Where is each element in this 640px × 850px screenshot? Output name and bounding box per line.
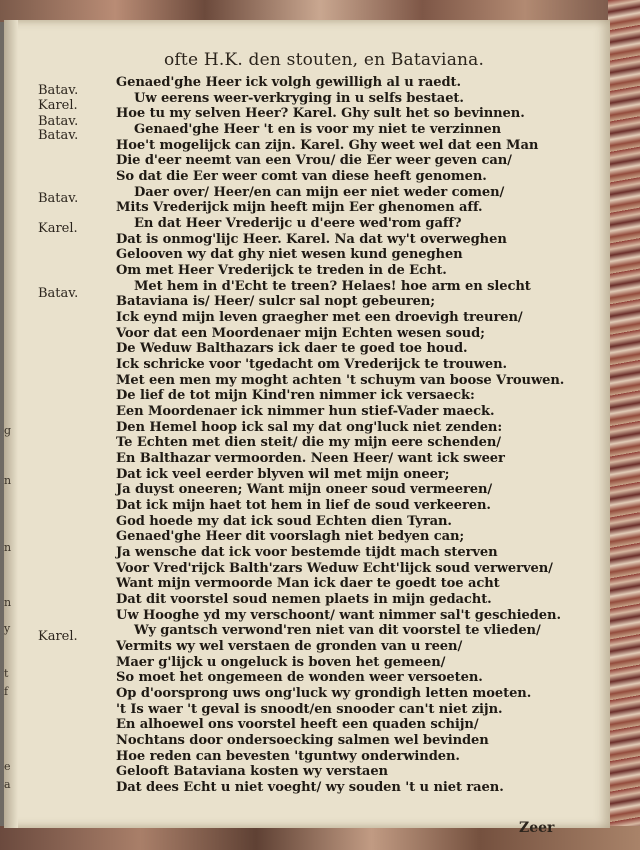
book-page <box>4 20 610 836</box>
verse-line: De lief de tot mijn Kind'ren nimmer ick versaeck: <box>116 388 475 403</box>
verse-line: Wy gantsch verwond'ren niet van dit voorstel te vlieden/ <box>134 623 541 638</box>
verse-line: So dat die Eer weer comt van diese heeft genomen. <box>116 169 487 184</box>
verse-line: Nochtans door ondersoecking salmen wel bevinden <box>116 733 489 748</box>
verse-line: So moet het ongemeen de wonden weer versoeten. <box>116 670 483 685</box>
verse-line: Met hem in d'Echt te treen? Helaes! hoe arm en slecht <box>134 279 531 294</box>
speaker-label: Batav. <box>38 83 79 98</box>
verse-line: Dat is onmog'lijc Heer. Karel. Na dat wy't overweghen <box>116 232 507 247</box>
margin-fragment: y <box>4 622 11 635</box>
verse-line: Vermits wy wel verstaen de gronden van u reen/ <box>116 639 463 654</box>
verse-line: Bataviana is/ Heer/ sulcr sal nopt gebeuren; <box>116 294 436 309</box>
verse-line: Om met Heer Vrederijck te treden in de Echt. <box>116 263 447 278</box>
verse-line: Want mijn vermoorde Man ick daer te goedt toe acht <box>116 576 500 591</box>
verse-line: Daer over/ Heer/en can mijn eer niet weder comen/ <box>134 185 505 200</box>
verse-line: En Balthazar vermoorden. Neen Heer/ want ick sweer <box>116 451 505 466</box>
verse-line: Een Moordenaer ick nimmer hun stief-Vader maeck. <box>116 404 495 419</box>
marbled-cover-edge <box>608 0 640 850</box>
running-header: ofte H.K. den stouten, en Bataviana. <box>164 50 485 70</box>
verse-line: Ick eynd mijn leven graegher met een droevigh treuren/ <box>116 310 523 325</box>
verse-line: Voor Vred'rijck Balth'zars Weduw Echt'lijck soud verwerven/ <box>116 561 553 576</box>
speaker-label: Batav. <box>38 128 79 143</box>
margin-fragment: n <box>4 541 12 554</box>
verse-line: Met een men my moght achten 't schuym van boose Vrouwen. <box>116 373 565 388</box>
verse-line: Uw eerens weer-verkryging in u selfs bestaet. <box>134 91 464 106</box>
verse-line: En dat Heer Vrederijc u d'eere wed'rom gaff? <box>134 216 462 231</box>
verse-line: Hoe tu my selven Heer? Karel. Ghy sult het so bevinnen. <box>116 106 525 121</box>
verse-line: Hoe't mogelijck can zijn. Karel. Ghy weet wel dat een Man <box>116 138 539 153</box>
verse-line: Den Hemel hoop ick sal my dat ong'luck niet zenden: <box>116 420 503 435</box>
speaker-label: Batav. <box>38 191 79 206</box>
speaker-label: Batav. <box>38 286 79 301</box>
verse-line: Ick schricke voor 'tgedacht om Vrederijck te trouwen. <box>116 357 507 372</box>
margin-fragment: e <box>4 760 11 773</box>
verse-line: En alhoewel ons voorstel heeft een quaden schijn/ <box>116 717 479 732</box>
speaker-label: Karel. <box>38 98 78 113</box>
margin-fragment: t <box>4 667 9 680</box>
verse-line: Ja wensche dat ick voor bestemde tijdt mach sterven <box>116 545 498 560</box>
verse-line: Dat dit voorstel soud nemen plaets in mijn gedacht. <box>116 592 492 607</box>
verse-line: Dat ick veel eerder blyven wil met mijn oneer; <box>116 467 450 482</box>
margin-fragment: n <box>4 474 12 487</box>
verse-line: Genaed'ghe Heer ick volgh gewilligh al u raedt. <box>116 75 461 90</box>
verse-line: Genaed'ghe Heer 't en is voor my niet te verzinnen <box>134 122 502 137</box>
margin-fragment: a <box>4 778 11 791</box>
verse-line: Te Echten met dien steit/ die my mijn eere schenden/ <box>116 435 501 450</box>
marbled-cover-top <box>0 0 640 22</box>
verse-line: Dat ick mijn haet tot hem in lief de soud verkeeren. <box>116 498 491 513</box>
verse-line: Voor dat een Moordenaer mijn Echten wesen soud; <box>116 326 485 341</box>
margin-fragment: f <box>4 685 9 698</box>
margin-fragment: n <box>4 596 12 609</box>
verse-line: Gelooft Bataviana kosten wy verstaen <box>116 764 388 779</box>
speaker-label: Batav. <box>38 114 79 129</box>
verse-line: 't Is waer 't geval is snoodt/en snooder can't niet zijn. <box>116 702 503 717</box>
verse-line: De Weduw Balthazars ick daer te goed toe houd. <box>116 341 468 356</box>
verse-line: God hoede my dat ick soud Echten dien Tyran. <box>116 514 452 529</box>
verse-line: Op d'oorsprong uws ong'luck wy grondigh letten moeten. <box>116 686 532 701</box>
verse-line: Gelooven wy dat ghy niet wesen kund geneghen <box>116 247 463 262</box>
verse-line: Genaed'ghe Heer dit voorslagh niet bedyen can; <box>116 529 465 544</box>
verse-line: Ja duyst oneeren; Want mijn oneer soud vermeeren/ <box>116 482 493 497</box>
margin-fragment: g <box>4 424 12 437</box>
verse-line: Mits Vrederijck mijn heeft mijn Eer ghenomen aff. <box>116 200 483 215</box>
verse-line: Uw Hooghe yd my verschoont/ want nimmer sal't geschieden. <box>116 608 561 623</box>
verse-line: Dat dees Echt u niet voeght/ wy souden 't u niet raen. <box>116 780 504 795</box>
verse-line: Hoe reden can bevesten 'tguntwy onderwinden. <box>116 749 460 764</box>
catchword: Zeer <box>519 820 555 836</box>
speaker-label: Karel. <box>38 221 78 236</box>
speaker-label: Karel. <box>38 629 78 644</box>
verse-line: Maer g'lijck u ongeluck is boven het gemeen/ <box>116 655 446 670</box>
verse-line: Die d'eer neemt van een Vrou/ die Eer weer geven can/ <box>116 153 512 168</box>
